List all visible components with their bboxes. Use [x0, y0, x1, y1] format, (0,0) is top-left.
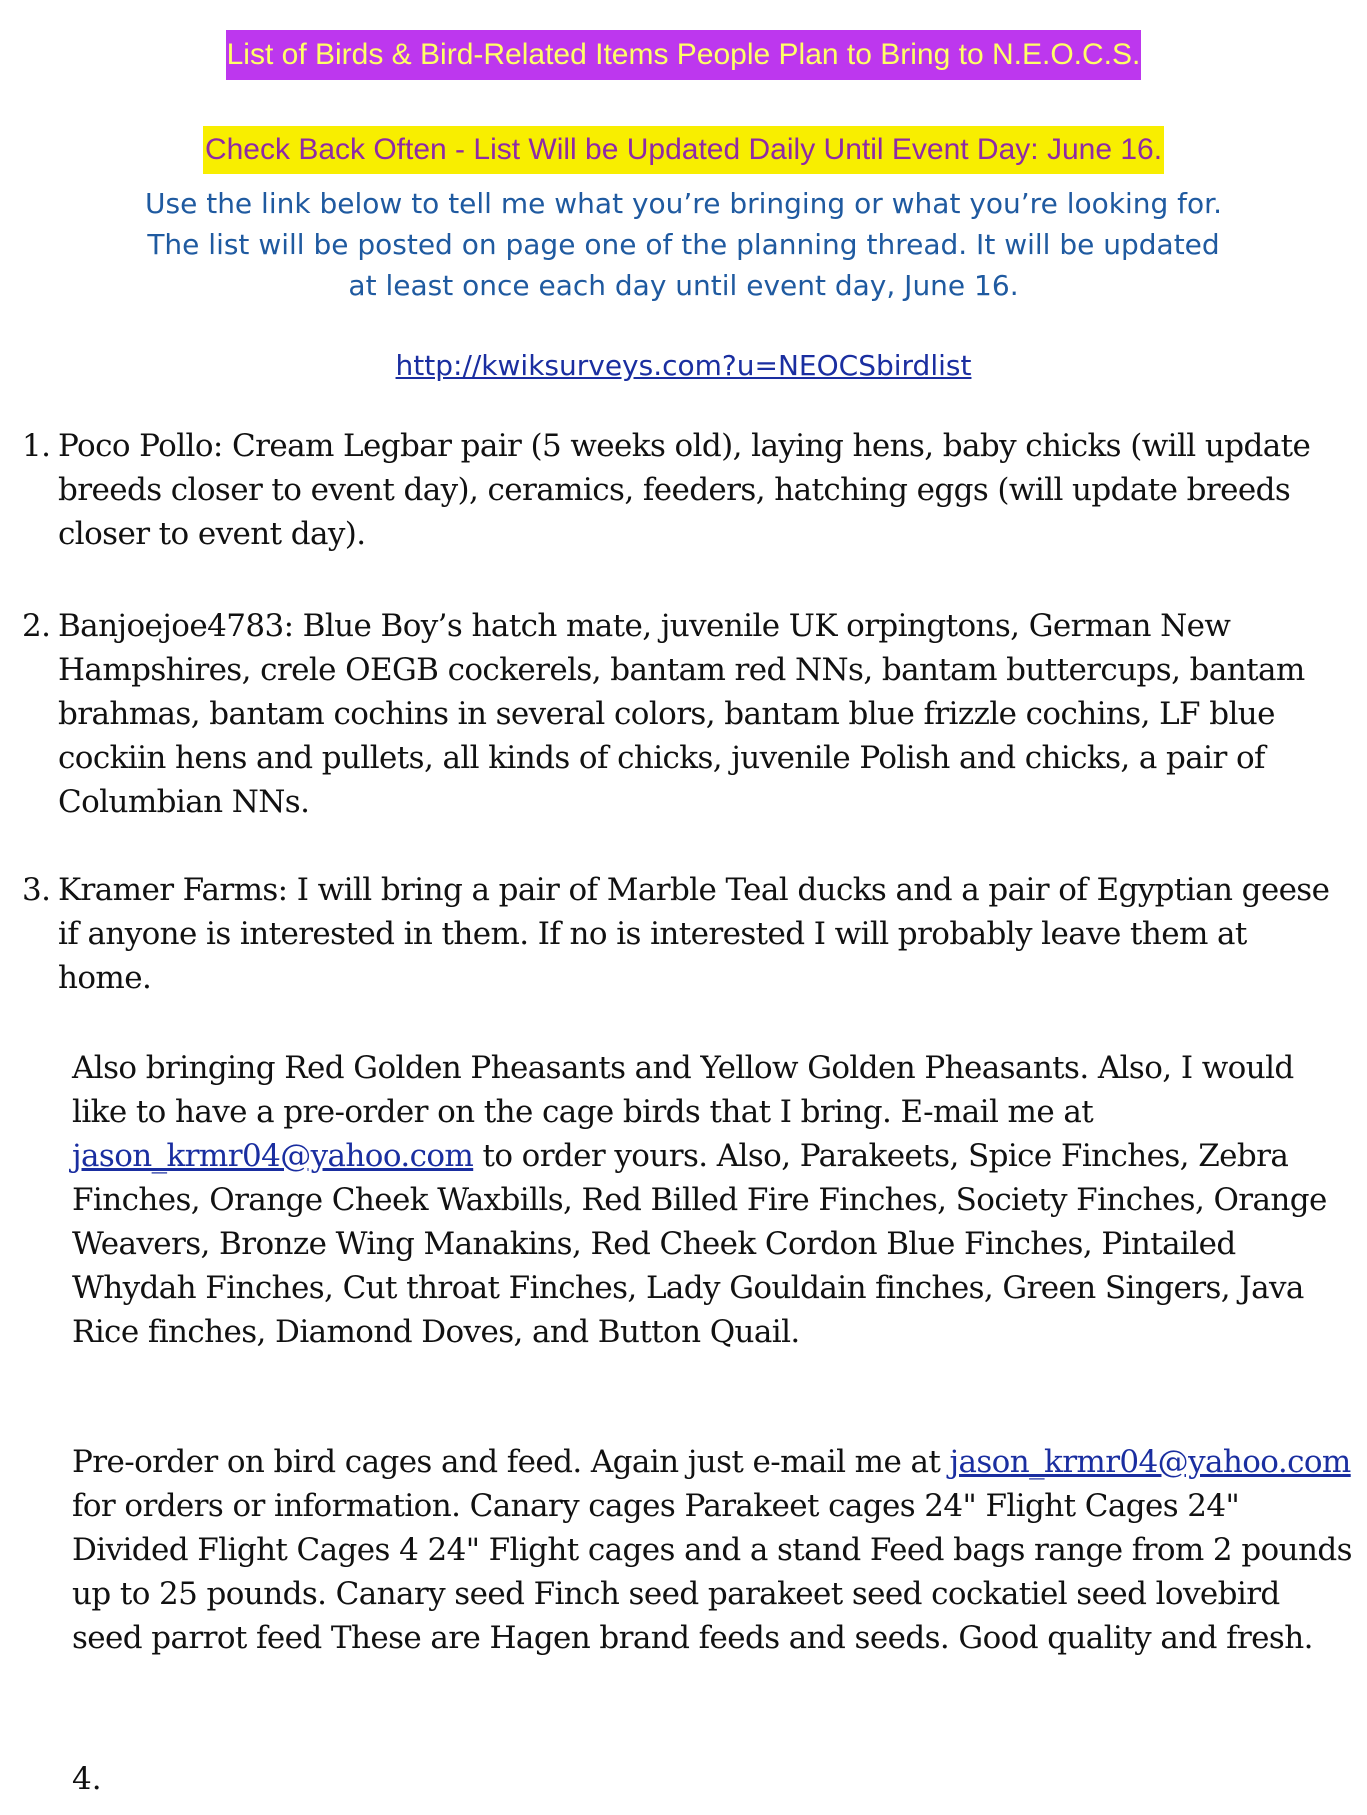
- intro-line: at least once each day until event day, June 16.: [348, 269, 1019, 302]
- email-link[interactable]: jason_krmr04@yahoo.com: [949, 1444, 1351, 1480]
- update-notice: Check Back Often - List Will be Updated Daily Until Event Day: June 16.: [203, 126, 1164, 174]
- paragraph-text: Pre-order on bird cages and feed. Again just e-mail me at: [72, 1444, 950, 1480]
- item-number: 2.: [22, 608, 51, 644]
- page-title: List of Birds & Bird-Related Items People Plan to Bring to N.E.O.C.S.: [226, 30, 1142, 80]
- title-container: [0, 30, 1367, 80]
- list-item-2: [22, 604, 1342, 824]
- item-number: 1.: [22, 428, 51, 464]
- kramer-cages-feed-paragraph: [72, 1440, 1352, 1660]
- item-number: 3.: [22, 872, 51, 908]
- item-text: Poco Pollo: Cream Legbar pair (5 weeks old), laying hens, baby chicks (will update breeds closer to event day), ceramics, feeders, hatching eggs (will update breeds closer to event day).: [58, 428, 1311, 552]
- paragraph-text: for orders or information. Canary cages Parakeet cages 24" Flight Cages 24" Divided Flight Cages 4 24" Flight cages and a stand Feed bags range from 2 pounds up to 25 pounds. Canary seed Finch seed parakeet seed cockatiel seed lovebird seed parrot feed These are Hagen brand feeds and seeds. Good quality and fresh.: [72, 1488, 1352, 1656]
- email-link[interactable]: jason_krmr04@yahoo.com: [72, 1138, 474, 1174]
- list-item-3: [22, 868, 1342, 1000]
- intro-text: [0, 183, 1367, 306]
- kramer-cage-birds-paragraph: [72, 1046, 1352, 1354]
- survey-link[interactable]: http://kwiksurveys.com?u=NEOCSbirdlist: [395, 349, 972, 382]
- item-text: Banjoejoe4783: Blue Boy’s hatch mate, juvenile UK orpingtons, German New Hampshires, crele OEGB cockerels, bantam red NNs, bantam buttercups, bantam brahmas, bantam cochins in several colors, bantam blue frizzle cochins, LF blue cockiin hens and pullets, all kinds of chicks, juvenile Polish and chicks, a pair of Columbian NNs.: [58, 608, 1305, 820]
- list-item-1: [22, 424, 1342, 556]
- paragraph-text: to order yours. Also, Parakeets, Spice Finches, Zebra Finches, Orange Cheek Waxbills, Red Billed Fire Finches, Society Finches, Orange Weavers, Bronze Wing Manakins, Red Cheek Cordon Blue Finches, Pintailed Whydah Finches, Cut throat Finches, Lady Gouldain finches, Green Singers, Java Rice finches, Diamond Doves, and Button Quail.: [72, 1138, 1327, 1350]
- notice-container: [0, 126, 1367, 174]
- list-item-4-number: 4.: [72, 1761, 102, 1797]
- paragraph-text: Also bringing Red Golden Pheasants and Yellow Golden Pheasants. Also, I would like to have a pre-order on the cage birds that I bring. E-mail me at: [72, 1050, 1294, 1130]
- intro-line: Use the link below to tell me what you’re bringing or what you’re looking for.: [145, 187, 1222, 220]
- item-text: Kramer Farms: I will bring a pair of Marble Teal ducks and a pair of Egyptian geese if anyone is interested in them. If no is interested I will probably leave them at home.: [58, 872, 1330, 996]
- survey-link-container: [0, 346, 1367, 386]
- intro-line: The list will be posted on page one of the planning thread. It will be updated: [147, 228, 1220, 261]
